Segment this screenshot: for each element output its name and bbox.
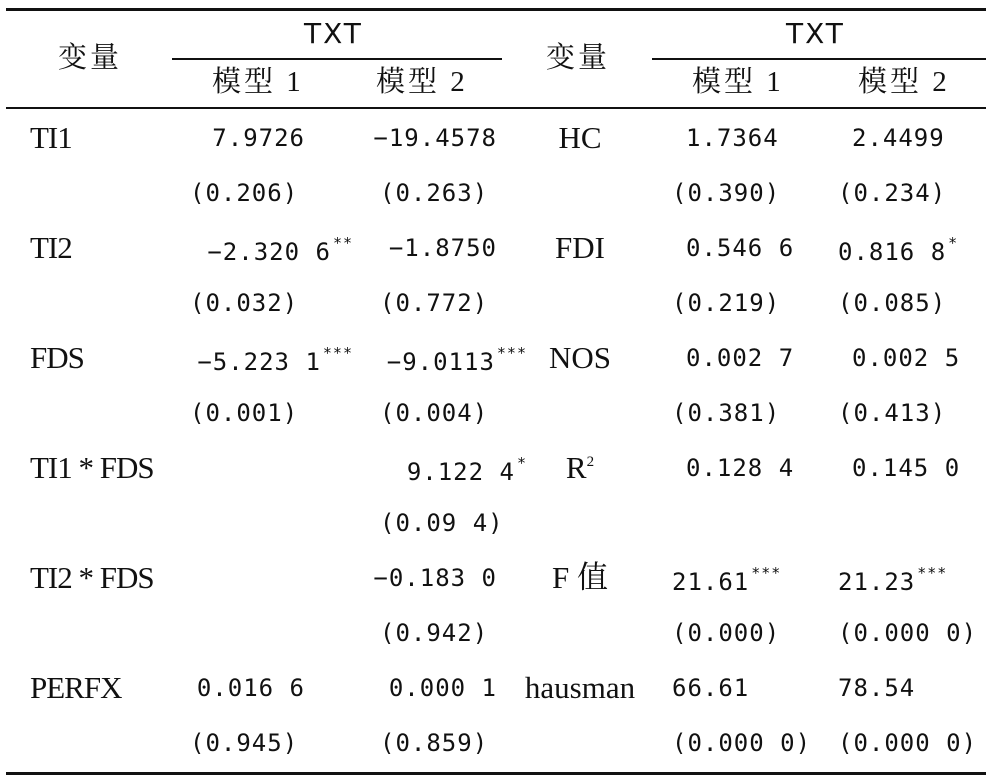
right-model2-se: (0.000 0) (838, 619, 978, 647)
row-label-right-text: NOS (548, 340, 611, 375)
right-model2-coef-value: 0.145 0 (852, 454, 961, 482)
row-label-right-text: HC (558, 120, 602, 155)
left-model1-coef (212, 126, 305, 150)
right-model2-coef (852, 456, 960, 480)
left-model1-se: (0.032) (190, 289, 299, 317)
left-model1-coef-value: 7.9726 (212, 124, 305, 152)
row-label-right (520, 122, 640, 153)
left-model2-coef (373, 126, 497, 150)
left-model2-coef (389, 676, 497, 700)
left-model2-coef-value: −19.4578 (373, 124, 497, 152)
left-model1-coef-significance: *** (322, 344, 353, 362)
left-model1-se: (0.206) (190, 179, 299, 207)
top-rule (6, 8, 986, 11)
row-label-right (520, 342, 640, 373)
right-model2-coef (852, 346, 960, 370)
right-model1-coef (686, 456, 794, 480)
right-model1-coef-value: 0.002 7 (686, 344, 795, 372)
row-label-left: TI2 * FDS (30, 560, 154, 595)
left-model1-coef-value: −5.223 1 (197, 348, 321, 376)
row-label-right (520, 452, 640, 483)
left-model2-se: (0.263) (380, 179, 489, 207)
left-model2-coef (389, 236, 497, 260)
right-model2-se: (0.413) (838, 399, 947, 427)
right-model2-coef-value: 0.816 8 (838, 238, 947, 266)
left-model2-coef-value: −9.0113 (386, 348, 495, 376)
header-rule (6, 107, 986, 109)
right-model1-se: (0.219) (672, 289, 781, 317)
row-label-right (520, 672, 640, 703)
left-model2-coef-value: 9.122 4 (406, 458, 515, 486)
row-label-left: TI1 (30, 120, 72, 155)
left-model2-se: (0.772) (380, 289, 489, 317)
left-model2-coef-value: −0.183 0 (373, 564, 497, 592)
right-model2-coef (838, 236, 958, 264)
right-model1-coef-value: 0.128 4 (686, 454, 795, 482)
right-model1-coef-value: 0.546 6 (686, 234, 795, 262)
row-label-right-text: R (565, 450, 587, 485)
left-model2-coef-significance: *** (496, 344, 527, 362)
right-model2-coef-significance: * (948, 234, 959, 252)
left-model2-se: (0.004) (380, 399, 489, 427)
right-model2-coef-value: 0.002 5 (852, 344, 961, 372)
model-header-left-2: 模型 2 (376, 66, 468, 98)
right-model1-coef-value: 1.7364 (686, 124, 779, 152)
left-model1-coef (197, 676, 305, 700)
model-header-right-2: 模型 2 (858, 66, 950, 98)
right-model1-se: (0.000 0) (672, 729, 812, 757)
variable-header-left: 变量 (58, 42, 123, 74)
left-model2-coef-value: 0.000 1 (388, 674, 497, 702)
left-model1-coef (197, 346, 353, 374)
right-model2-se: (0.085) (838, 289, 947, 317)
left-model2-coef-value: −1.8750 (388, 234, 497, 262)
left-model1-coef-value: 0.016 6 (196, 674, 305, 702)
right-model1-coef-significance: *** (751, 564, 782, 582)
group-header-left: TXT (304, 17, 363, 50)
row-label-right (520, 232, 640, 263)
right-model1-coef (672, 566, 781, 594)
right-model2-coef (838, 676, 915, 700)
left-model2-se: (0.942) (380, 619, 489, 647)
right-model2-se: (0.234) (838, 179, 947, 207)
model-header-right-1: 模型 1 (692, 66, 784, 98)
row-label-left: FDS (30, 340, 84, 375)
right-model1-se: (0.381) (672, 399, 781, 427)
right-model1-coef-value: 21.61 (672, 568, 750, 596)
left-model2-coef (407, 456, 527, 484)
bottom-rule (6, 772, 986, 775)
left-model1-coef (207, 236, 353, 264)
left-model2-se: (0.09 4) (380, 509, 504, 537)
row-label-right-text: hausman (524, 670, 636, 705)
row-label-right-text: FDI (555, 230, 605, 265)
right-model1-coef (686, 346, 794, 370)
right-model1-coef (686, 126, 779, 150)
right-model2-coef (852, 126, 945, 150)
group-header-right: TXT (786, 17, 845, 50)
left-model1-se: (0.001) (190, 399, 299, 427)
variable-header-right: 变量 (546, 42, 611, 74)
row-label-right-superscript: 2 (586, 454, 595, 470)
right-model2-coef-value: 21.23 (838, 568, 916, 596)
right-model2-coef (838, 566, 947, 594)
row-label-right-text: F 值 (552, 560, 608, 595)
left-model2-se: (0.859) (380, 729, 489, 757)
model-header-left-1: 模型 1 (212, 66, 304, 98)
left-model2-coef (373, 566, 497, 590)
right-model1-coef-value: 66.61 (672, 674, 750, 702)
row-label-left: TI2 (30, 230, 72, 265)
row-label-left: TI1 * FDS (30, 450, 154, 485)
right-model1-se: (0.000) (672, 619, 781, 647)
right-model1-se: (0.390) (672, 179, 781, 207)
left-model1-coef-value: −2.320 6 (207, 238, 331, 266)
left-model2-coef-significance: * (516, 454, 527, 472)
row-label-right (520, 562, 640, 593)
group-rule-right (652, 58, 986, 60)
right-model2-coef-value: 2.4499 (852, 124, 945, 152)
right-model2-se: (0.000 0) (838, 729, 978, 757)
left-model2-coef (387, 346, 527, 374)
right-model2-coef-significance: *** (917, 564, 948, 582)
right-model2-coef-value: 78.54 (838, 674, 916, 702)
left-model1-se: (0.945) (190, 729, 299, 757)
left-model1-coef-significance: ** (332, 234, 353, 252)
right-model1-coef (672, 676, 749, 700)
right-model1-coef (686, 236, 794, 260)
group-rule-left (172, 58, 502, 60)
row-label-left: PERFX (30, 670, 122, 705)
